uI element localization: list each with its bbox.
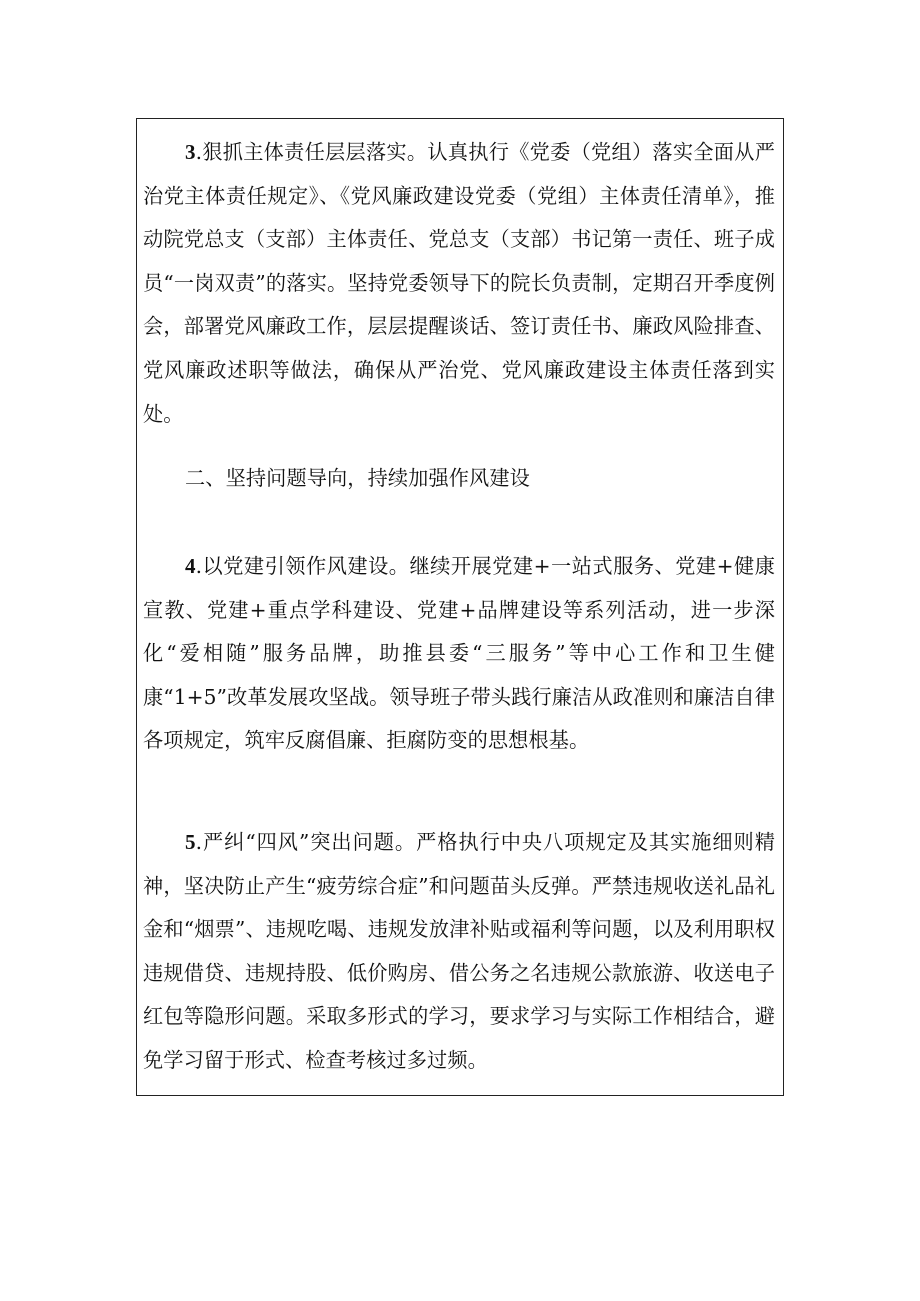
paragraph-5 [143, 821, 775, 1083]
document-table-cell [136, 118, 784, 1096]
paragraph-4 [143, 545, 775, 763]
paragraph-3-text: .狠抓主体责任层层落实。认真执行《党委（党组）落实全面从严治党主体责任规定》、《党风廉政建设党委（党组）主体责任清单》，推动院党总支（支部）主体责任、党总支（支部）书记第一责任、班子成员“一岗双责”的落实。坚持党委领导下的院长负责制，定期召开季度例会，部署党风廉政工作，层层提醒谈话、签订责任书、廉政风险排查、党风廉政述职等做法，确保从严治党、党风廉政建设主体责任落到实处。 [143, 140, 775, 426]
paragraph-4-number: 4 [185, 554, 196, 578]
section-heading-2: 二、坚持问题导向，持续加强作风建设 [185, 466, 530, 490]
paragraph-5-text: .严纠“四风”突出问题。严格执行中央八项规定及其实施细则精神，坚决防止产生“疲劳综合症”和问题苗头反弹。严禁违规收送礼品礼金和“烟票”、违规吃喝、违规发放津补贴或福利等问题，以及利用职权违规借贷、违规持股、低价购房、借公务之名违规公款旅游、收送电子红包等隐形问题。采取多形式的学习，要求学习与实际工作相结合，避免学习留于形式、检查考核过多过频。 [143, 830, 775, 1072]
paragraph-5-number: 5 [185, 830, 196, 854]
paragraph-4-text: .以党建引领作风建设。继续开展党建+一站式服务、党建+健康宣教、党建+重点学科建设、党建+品牌建设等系列活动，进一步深化“爱相随”服务品牌，助推县委“三服务”等中心工作和卫生健康“1+5”改革发展攻坚战。领导班子带头践行廉洁从政准则和廉洁自律各项规定，筑牢反腐倡廉、拒腐防变的思想根基。 [143, 554, 775, 753]
paragraph-3-number: 3 [185, 140, 196, 164]
paragraph-3 [143, 131, 775, 436]
